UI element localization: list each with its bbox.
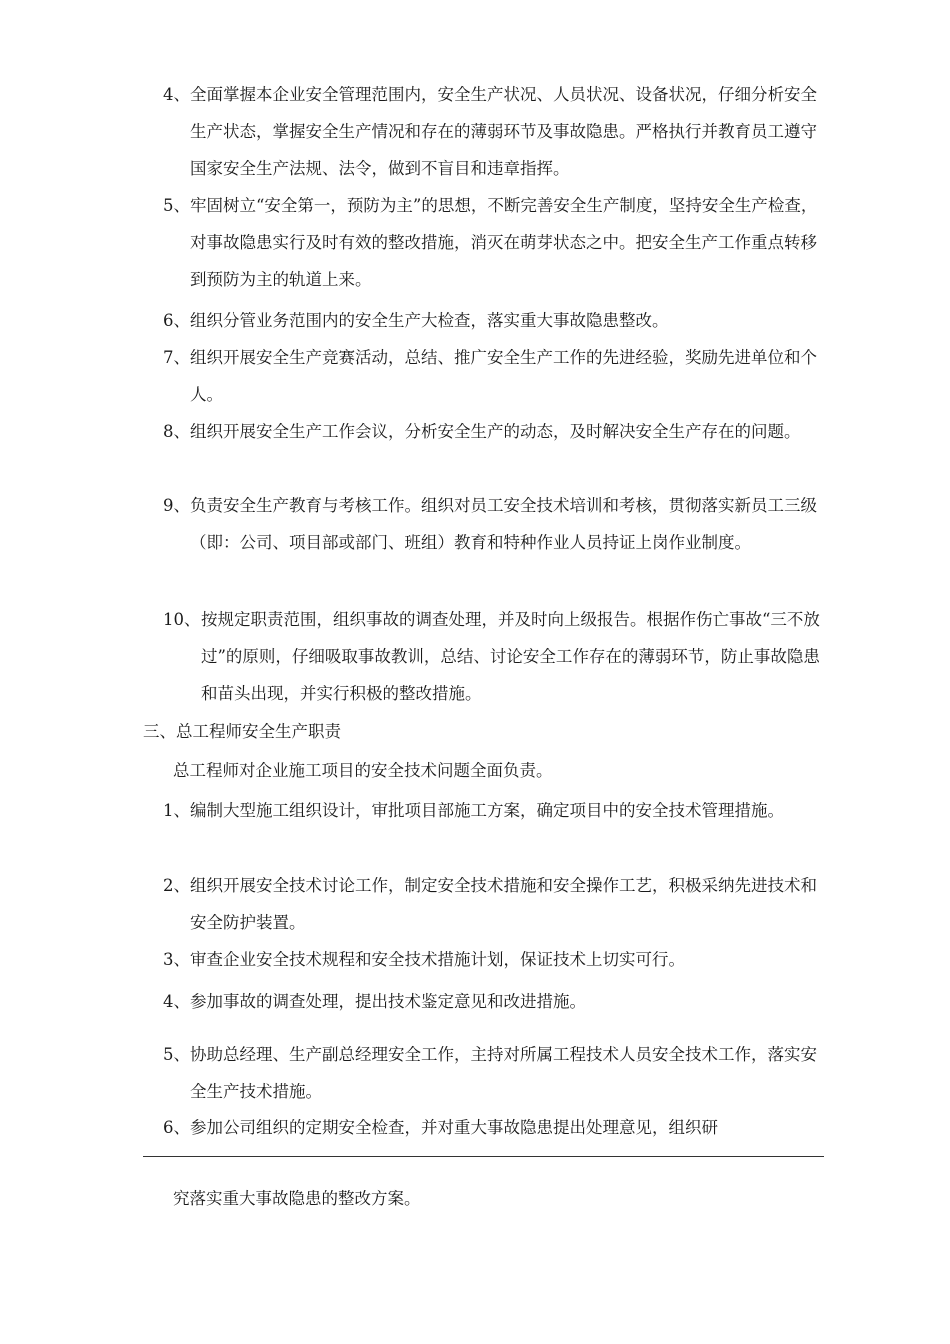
item-number: 1、 xyxy=(163,801,190,820)
section-intro: 总工程师对企业施工项目的安全技术问题全面负责。 xyxy=(173,761,553,780)
item-text: 参加公司组织的定期安全检查，并对重大事故隐患提出处理意见，组织研 xyxy=(190,1118,718,1137)
item-text: 协助总经理、生产副总经理安全工作，主持对所属工程技术人员安全技术工作，落实安全生产技术措施。 xyxy=(190,1045,817,1101)
item-number: 5、 xyxy=(163,1045,190,1064)
list-item xyxy=(163,941,826,978)
list-item xyxy=(163,302,826,339)
list-item xyxy=(163,983,826,1020)
item-text: 全面掌握本企业安全管理范围内，安全生产状况、人员状况、设备状况，仔细分析安全生产状态，掌握安全生产情况和存在的薄弱环节及事故隐患。严格执行并教育员工遵守国家安全生产法规、法令，做到不盲目和违章指挥。 xyxy=(190,85,817,178)
item-number: 3、 xyxy=(163,950,190,969)
item-text: 审查企业安全技术规程和安全技术措施计划，保证技术上切实可行。 xyxy=(190,950,685,969)
list-item xyxy=(163,339,826,413)
list-item xyxy=(163,867,826,941)
item-text: 组织开展安全技术讨论工作，制定安全技术措施和安全操作工艺，积极采纳先进技术和安全防护装置。 xyxy=(190,876,817,932)
section-heading: 三、总工程师安全生产职责 xyxy=(143,722,341,741)
item-number: 6、 xyxy=(163,1118,190,1137)
list-item xyxy=(163,792,826,829)
list-item xyxy=(163,187,826,298)
page-divider xyxy=(143,1156,824,1157)
item-number: 4、 xyxy=(163,992,190,1011)
list-item xyxy=(163,76,826,187)
list-item xyxy=(163,487,826,561)
item-text: 按规定职责范围，组织事故的调查处理，并及时向上级报告。根据作伤亡事故“三不放过”的原则，仔细吸取事故教训，总结、讨论安全工作存在的薄弱环节，防止事故隐患和苗头出现，并实行积极的整改措施。 xyxy=(201,610,820,703)
continuation-text: 究落实重大事故隐患的整改方案。 xyxy=(173,1189,421,1208)
list-item xyxy=(163,413,826,450)
item-text: 组织分管业务范围内的安全生产大检查，落实重大事故隐患整改。 xyxy=(190,311,669,330)
item-number: 5、 xyxy=(163,196,190,215)
item-number: 9、 xyxy=(163,496,190,515)
item-number: 8、 xyxy=(163,422,190,441)
list-item xyxy=(163,1109,826,1146)
item-number: 7、 xyxy=(163,348,190,367)
item-number: 2、 xyxy=(163,876,190,895)
item-text: 组织开展安全生产竞赛活动，总结、推广安全生产工作的先进经验，奖励先进单位和个人。 xyxy=(190,348,817,404)
item-text: 参加事故的调查处理，提出技术鉴定意见和改进措施。 xyxy=(190,992,586,1011)
item-number: 4、 xyxy=(163,85,190,104)
list-item xyxy=(163,1036,826,1110)
item-text: 牢固树立“安全第一，预防为主”的思想，不断完善安全生产制度，坚持安全生产检查，对事故隐患实行及时有效的整改措施，消灭在萌芽状态之中。把安全生产工作重点转移到预防为主的轨道上来。 xyxy=(190,196,818,289)
item-text: 编制大型施工组织设计，审批项目部施工方案，确定项目中的安全技术管理措施。 xyxy=(190,801,784,820)
item-number: 6、 xyxy=(163,311,190,330)
item-text: 负责安全生产教育与考核工作。组织对员工安全技术培训和考核，贯彻落实新员工三级（即：公司、项目部或部门、班组）教育和特种作业人员持证上岗作业制度。 xyxy=(190,496,817,552)
list-item xyxy=(163,601,826,712)
item-number: 10、 xyxy=(163,610,201,629)
item-text: 组织开展安全生产工作会议，分析安全生产的动态，及时解决安全生产存在的问题。 xyxy=(190,422,801,441)
